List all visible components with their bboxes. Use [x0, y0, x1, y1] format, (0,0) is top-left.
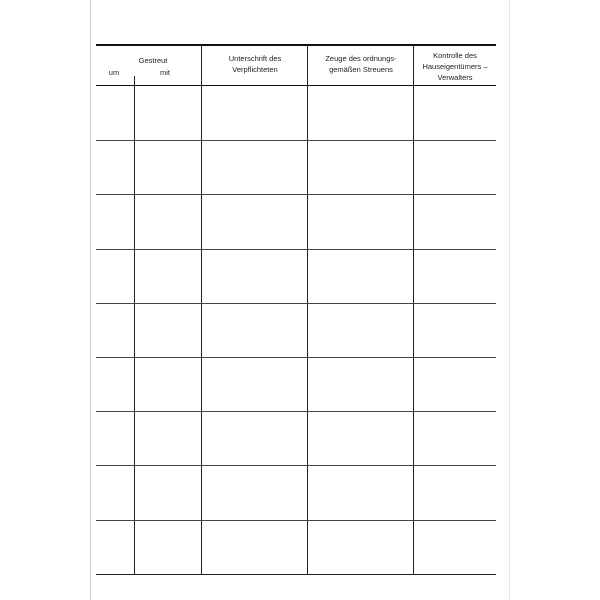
- table-bottom-rule: [96, 574, 496, 575]
- header-gestreut: Gestreut: [138, 56, 168, 65]
- table-row[interactable]: [96, 140, 496, 194]
- header-unterschrift-line2: Verpflichteten: [232, 65, 278, 74]
- header-unterschrift-line1: Unterschrift des: [228, 54, 282, 63]
- table-row[interactable]: [96, 357, 496, 411]
- header-mit: mit: [160, 68, 170, 77]
- header-zeuge-line2: gemäßen Streuens: [329, 65, 393, 74]
- table-row[interactable]: [96, 86, 496, 140]
- header-um: um: [108, 68, 120, 77]
- table-row[interactable]: [96, 303, 496, 357]
- table-row[interactable]: [96, 194, 496, 248]
- header-zeuge-line1: Zeuge des ordnungs-: [325, 54, 397, 63]
- table-row[interactable]: [96, 465, 496, 519]
- header-kontrolle-line2: Hauseigentümers –: [422, 62, 488, 71]
- header-kontrolle-line3: Verwalters: [437, 73, 473, 82]
- table-row[interactable]: [96, 249, 496, 303]
- table-row[interactable]: [96, 411, 496, 465]
- table-top-rule: [96, 44, 496, 46]
- header-kontrolle-line1: Kontrolle des: [433, 51, 477, 60]
- table-row[interactable]: [96, 520, 496, 574]
